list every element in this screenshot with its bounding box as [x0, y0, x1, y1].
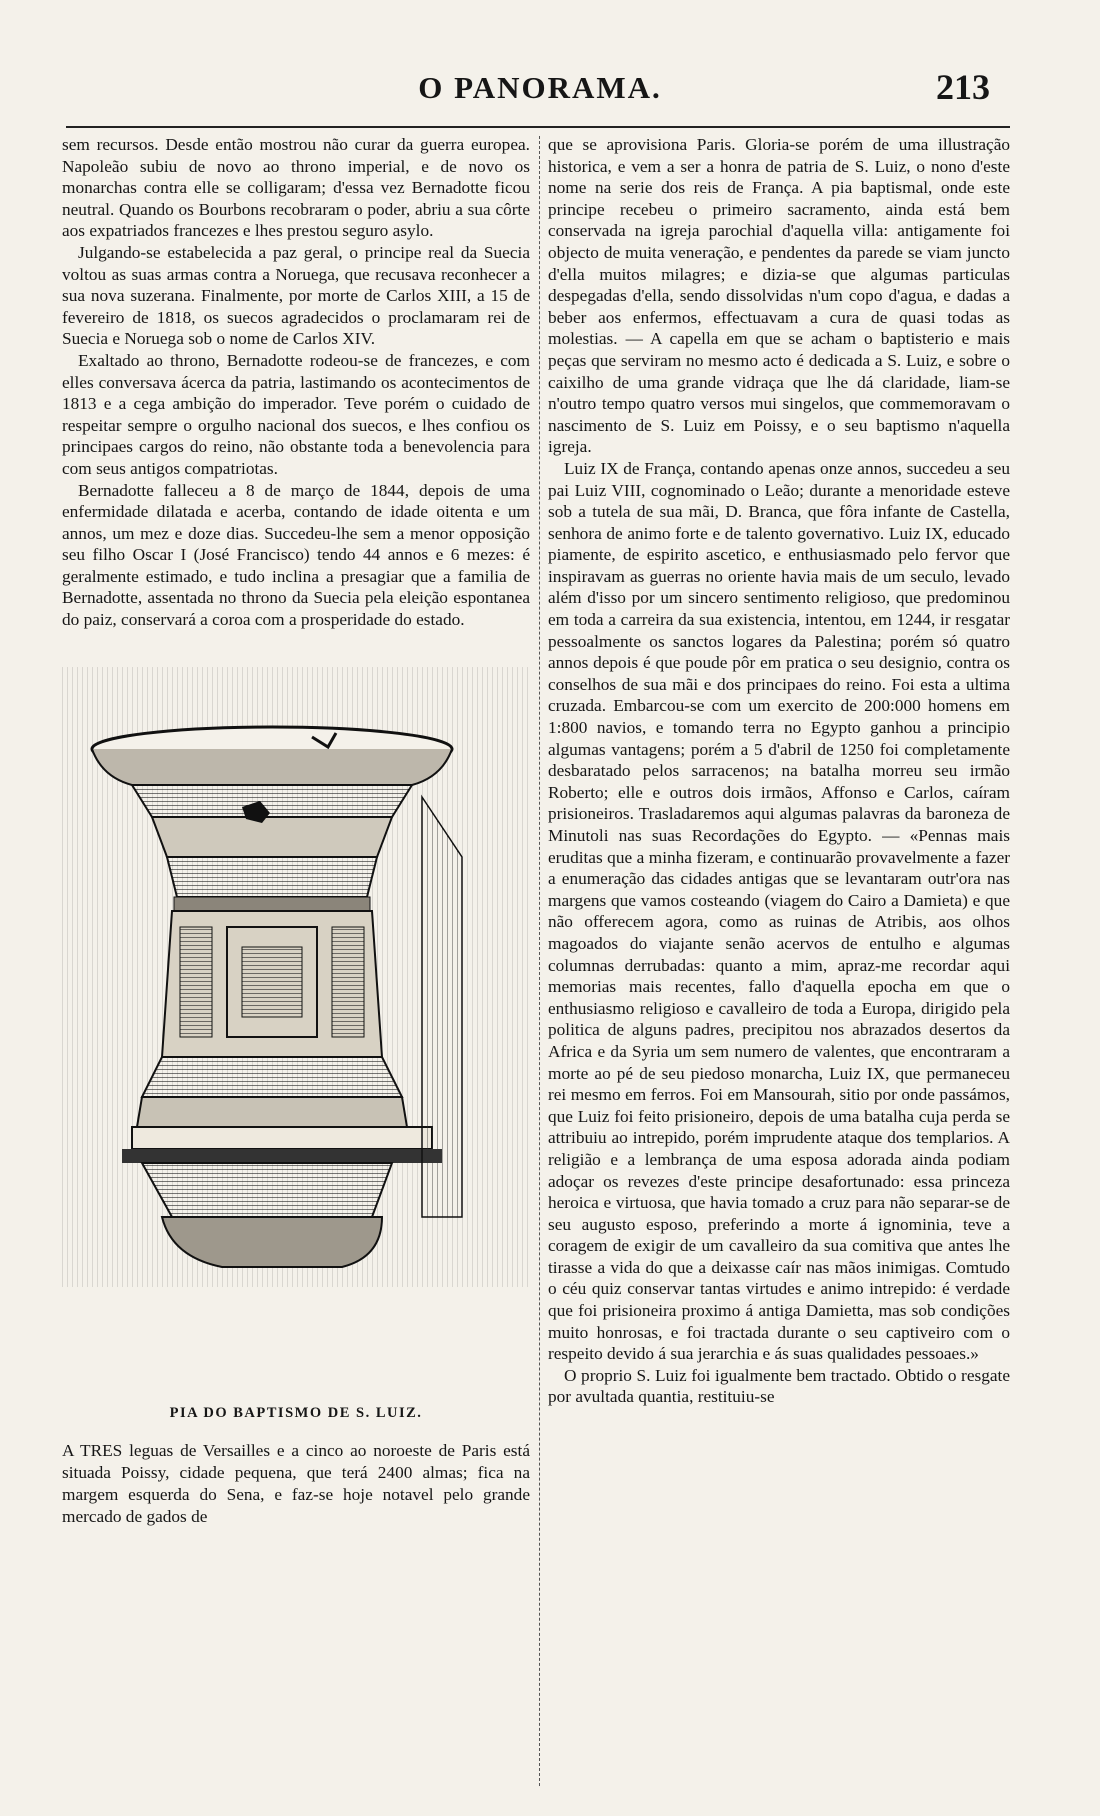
paragraph: Bernadotte falleceu a 8 de março de 1844, depois de uma enfermidade dilatada e acerba, contando de idade oitenta e um annos, um mez e doze dias. Succedeu-lhe sem a menor opposição seu filho Oscar I (José Francisco) tendo 44 annos e 6 mezes: é geralmente estimado, e tudo inclina a presagiar que a familia de Bernadotte, assentada no throno da Suecia pela eleição espontanea do paiz, conservará a coroa com a prosperidade do estado. — [62, 480, 530, 630]
paragraph: O proprio S. Luiz foi igualmente bem tractado. Obtido o resgate por avultada quantia, restituiu-se — [548, 1365, 1010, 1407]
right-column — [548, 134, 1010, 1408]
paragraph: Luiz IX de França, contando apenas onze annos, succedeu a seu pai Luiz VIII, cognominado o Leão; durante a menoridade esteve sob a tutela de sua mãi, D. Branca, que fôra infante de Castella, senhora de animo forte e de talento governativo. Luiz IX, educado piamente, de espirito ascetico, e enthusiasmado pelo fervor que inspiravam as guerras no oriente havia mais de um seculo, levado além d'isso por um sincero sentimento religioso, que predominou em toda a carreira da sua existencia, intentou, em 1244, ir resgatar pessoalmente os sanctos logares da Palestina; porém só quatro annos depois é que poude pôr em pratica o seu designio, contra os conselhos de sua mãi e dos principaes do reino. Foi esta a ultima cruzada. Embarcou-se com um exercito de 200:000 homens em 1:800 navios, e tomando terra no Egypto ganhou a principio algumas vantagens; porém a 5 d'abril de 1250 foi completamente desbaratado pelos sarracenos; na batalha morreu seu irmão Roberto; elle e outros dois irmãos, Affonso e Carlos, caíram prisioneiros. Trasladaremos aqui algumas palavras da baroneza de Minutoli nas suas Recordações do Egypto. — «Pennas mais eruditas que a minha fizeram, e continuarão provavelmente a fazer a enumeração das cidades antigas que se levantaram outr'ora nas margens que vamos costeando (viagem do Cairo a Damieta) e que não offerecem agora, como as ruinas de Atribis, aos olhos magoados do viajante senão acervos de entulho e algumas columnas derrubadas: quanto a mim, apraz-me recordar aqui memorias mais recentes, fallo d'aquella epocha em que o enthusiasmo religioso e cavalleiro de toda a Europa, dirigido pela politica de alguns padres, precipitou nos abrazados desertos da Africa e da Syria um sem numero de valentes, que encontraram a morte ao pé de seu piedoso monarcha, Luiz IX, que permaneceu rei mesmo em ferros. Foi em Mansourah, sitio por onde passámos, que Luiz foi feito prisioneiro, depois de uma batalha cuja perda se attribuiu ao intrepido, porém imprudente ataque dos templarios. A religião e a lembrança de uma esposa adorada ainda podiam adoçar os revezes d'este principe desafortunado: essa princeza heroica e virtuosa, que havia tomado a cruz para não separar-se de seu augusto esposo, preferindo a morte á ignominia, teve a coragem de exigir de um cavalleiro da sua comitiva que antes lhe tirasse a vida do que a deixasse caír nas mãos inimigas. Comtudo o céu quiz conservar tantas virtudes e animo intrepido: é verdade que foi prisioneira proximo á antiga Damietta, mas sob condições muito honrosas, e foi tractada durante o seu captiveiro com o respeito devido á sua jerarchia e ás suas qualidades pessoaes.» — [548, 458, 1010, 1364]
page-number: 213 — [936, 67, 990, 107]
masthead-title: O PANORAMA. — [418, 70, 662, 105]
paragraph: A TRES leguas de Versailles e a cinco ao noroeste de Paris está situada Poissy, cidade pequena, que terá 2400 almas; fica na margem esquerda do Sena, e faz-se hoje notavel pelo grande mercado de gados de — [62, 1441, 530, 1527]
page-header — [60, 67, 1020, 130]
column-divider — [539, 136, 540, 1786]
paragraph: que se aprovisiona Paris. Gloria-se porém de uma illustração historica, e vem a ser a honra de patria de S. Luiz, o nono d'este nome na serie dos reis de França. A pia baptismal, onde este principe recebeu o primeiro sacramento, ainda está bem conservada na igreja parochial d'aquella villa: antigamente foi objecto de muita veneração, e pendentes da parede se viam juncto d'ella muitos milagres; e dizia-se que algumas particulas despegadas d'ella, sendo dissolvidas n'um copo d'agua, e dadas a beber aos enfermos, effectuavam a cura de quasi todas as molestias. — A capella em que se acham o baptisterio e mais peças que serviram no mesmo acto é dedicada a S. Luiz, e sobre o caixilho de uma grande vidraça que lhe dá claridade, liam-se n'outro tempo quatro versos mui singelos, que commemoravam o nascimento de S. Luiz em Poissy, e o seu baptismo n'aquella igreja. — [548, 135, 1010, 457]
figure-caption: PIA DO BAPTISMO DE S. LUIZ. — [169, 1404, 423, 1421]
paragraph: sem recursos. Desde então mostrou não curar da guerra europea. Napoleão subiu de novo ao throno imperial, e de novo os monarchas contra elle se colligaram; d'essa vez Bernadotte ficou neutral. Quando os Bourbons recobraram o poder, abriu a sua côrte aos expatriados francezes e lhes prestou seguro asylo. — [62, 135, 530, 241]
paragraph: Exaltado ao throno, Bernadotte rodeou-se de francezes, e com elles conversava ácerca da patria, lastimando os acontecimentos de 1813 e a cega ambição do imperador. Teve porém o cuidado de respeitar sempre o orgulho nacional dos suecos, e lhes confiou os principaes cargos do reino, não obstante toda a benevolencia para com seus antigos compatriotas. — [62, 350, 530, 478]
left-column — [62, 134, 530, 1528]
header-rule — [66, 126, 1010, 128]
baptismal-font-engraving — [62, 657, 530, 1397]
paragraph: Julgando-se estabelecida a paz geral, o principe real da Suecia voltou as suas armas contra a Noruega, que recusava reconhecer a sua nova suzerana. Finalmente, por morte de Carlos XIII, a 15 de fevereiro de 1818, os suecos agradecidos o proclamaram rei de Suecia e Noruega sob o nome de Carlos XIV. — [62, 242, 530, 349]
